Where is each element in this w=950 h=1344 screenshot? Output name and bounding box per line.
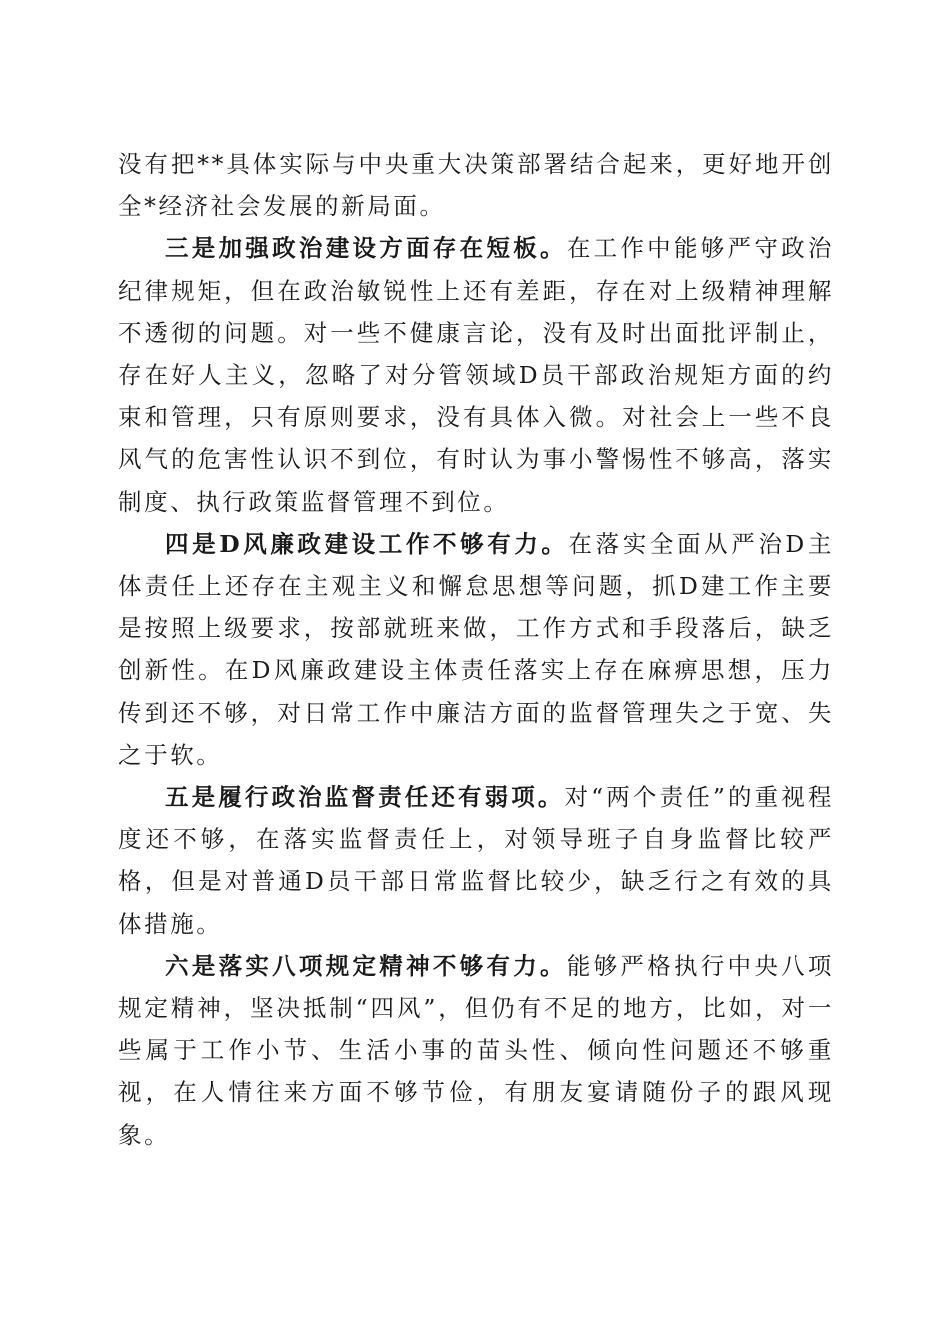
paragraph-body: 能够严格执行中央八项规定精神，坚决抵制“四风”，但仍有不足的地方，比如，对一些属于工作小节、生活小事的苗头性、倾向性问题还不够重视，在人情往来方面不够节俭，有朋友宴请随份子的跟风现象。 bbox=[118, 951, 834, 1149]
paragraph-heading: 四是D风廉政建设工作不够有力。 bbox=[165, 529, 569, 558]
paragraph-body: 对“两个责任”的重视程度还不够，在落实监督责任上，对领导班子自身监督比较严格，但是对普通D员干部日常监督比较少，缺乏行之有效的具体措施。 bbox=[118, 783, 834, 938]
paragraph-heading: 五是履行政治监督责任还有弱项。 bbox=[165, 783, 565, 812]
paragraph-clean-governance bbox=[118, 523, 834, 776]
paragraph-body: 在工作中能够严守政治纪律规矩，但在政治敏锐性上还有差距，存在对上级精神理解不透彻的问题。对一些不健康言论，没有及时出面批评制止，存在好人主义，忽略了对分管领域D员干部政治规矩方面的约束和管理，只有原则要求，没有具体入微。对社会上一些不良风气的危害性认识不到位，有时认为事小警惕性不够高，落实制度、执行政策监督管理不到位。 bbox=[118, 234, 834, 516]
paragraph-continuation bbox=[118, 143, 834, 227]
paragraph-heading: 三是加强政治建设方面存在短板。 bbox=[165, 234, 567, 263]
document-page bbox=[118, 143, 834, 1156]
paragraph-eight-regulations bbox=[118, 945, 834, 1156]
paragraph-political-building bbox=[118, 227, 834, 522]
paragraph-heading: 六是落实八项规定精神不够有力。 bbox=[165, 951, 567, 980]
paragraph-body: 在落实全面从严治D主体责任上还存在主观主义和懈怠思想等问题，抓D建工作主要是按照上级要求，按部就班来做，工作方式和手段落后，缺乏创新性。在D风廉政建设主体责任落实上存在麻痹思想，压力传到还不够，对日常工作中廉洁方面的监督管理失之于宽、失之于软。 bbox=[118, 529, 834, 769]
paragraph-supervision bbox=[118, 776, 834, 945]
paragraph-body: 没有把**具体实际与中央重大决策部署结合起来，更好地开创全*经济社会发展的新局面。 bbox=[118, 150, 834, 221]
